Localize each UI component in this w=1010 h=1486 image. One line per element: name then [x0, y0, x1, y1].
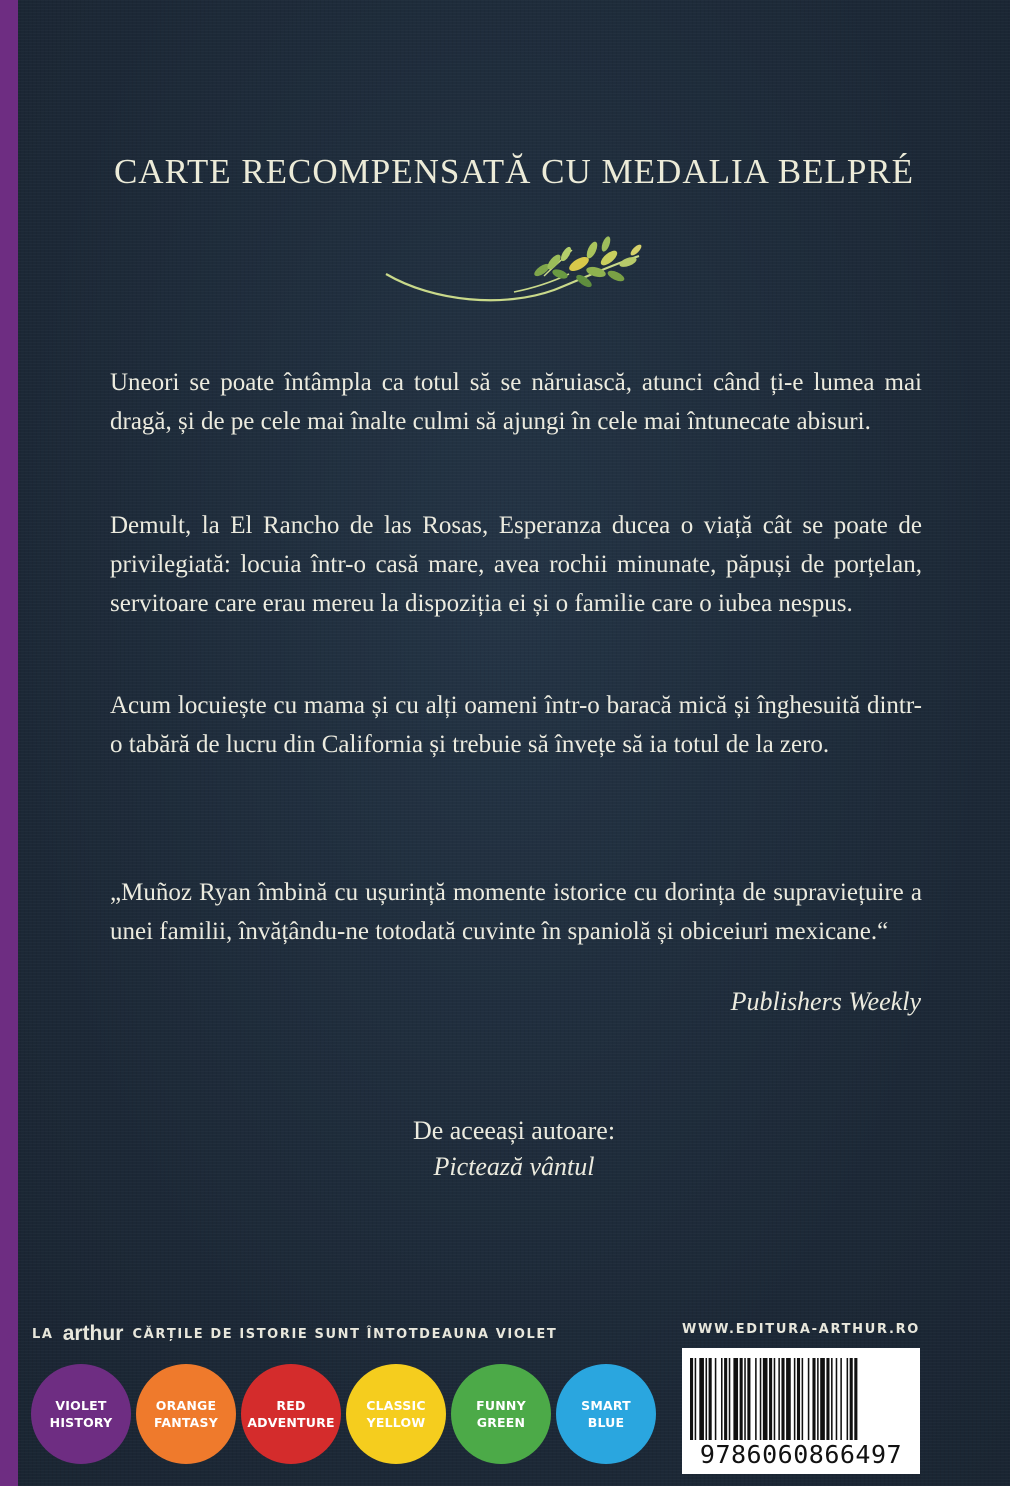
- isbn-number: 9786060866497: [699, 1440, 903, 1469]
- barcode-bar: [794, 1358, 796, 1440]
- series-badge-green: FUNNY GREEN: [451, 1364, 551, 1464]
- barcode-bar: [778, 1358, 780, 1440]
- other-book-title: Pictează vântul: [433, 1152, 595, 1181]
- barcode-bar: [729, 1358, 731, 1440]
- barcode-bar: [808, 1358, 810, 1440]
- barcode-bar: [715, 1358, 717, 1440]
- series-badge-yellow: CLASSIC YELLOW: [346, 1364, 446, 1464]
- series-badge-blue: SMART BLUE: [556, 1364, 656, 1464]
- barcode-bar: [690, 1358, 693, 1440]
- barcode-bar: [781, 1358, 784, 1440]
- review-quote: „Muñoz Ryan îmbină cu ușurință momente istorice cu dorința de supraviețuire a unei familii, învățându-ne totodată cuvinte în spaniolă și obiceiuri mexicane.“: [110, 879, 922, 945]
- publisher-website: WWW.EDITURA-ARTHUR.RO: [682, 1322, 921, 1337]
- publisher-logo: arthur: [62, 1322, 124, 1345]
- barcode-bar: [744, 1358, 746, 1440]
- barcode-bar: [740, 1358, 743, 1440]
- barcode-bar: [763, 1358, 768, 1440]
- barcode-bar: [721, 1358, 723, 1440]
- barcode-bar: [774, 1358, 776, 1440]
- barcode-bar: [747, 1358, 750, 1440]
- series-badge-red: RED ADVENTURE: [241, 1364, 341, 1464]
- olive-branch-icon: [384, 236, 646, 316]
- description-paragraph: Uneori se poate întâmpla ca totul să se năruiască, atunci când ți-e lumea mai dragă, și de pe cele mai înalte culmi să ajungi în cele mai întunecate abisuri.: [110, 369, 922, 435]
- barcode-bar: [847, 1358, 849, 1440]
- barcode-bar: [709, 1358, 712, 1440]
- barcode-bar: [831, 1358, 833, 1440]
- publisher-slogan: [32, 1320, 557, 1344]
- barcode-bar: [706, 1358, 708, 1440]
- spine-strip: [0, 0, 18, 1486]
- barcode-bar: [820, 1358, 825, 1440]
- barcode-icon: [690, 1358, 912, 1440]
- description-paragraph: Demult, la El Rancho de las Rosas, Esperanza ducea o viață cât se poate de privilegiată: locuia într-o casă mare, avea rochii minunate, păpuși de porțelan, servitoare care erau mereu la dispoziția ei și o familie care o iubea nespus.: [110, 512, 922, 617]
- barcode-bar: [817, 1358, 819, 1440]
- barcode-bar: [733, 1358, 738, 1440]
- barcode-bar: [724, 1358, 727, 1440]
- award-heading: CARTE RECOMPENSATĂ CU MEDALIA BELPRÉ: [113, 152, 915, 191]
- barcode-bar: [836, 1358, 838, 1440]
- same-author-label: De aceeași autoare:: [412, 1116, 616, 1145]
- barcode-bar: [695, 1358, 697, 1440]
- barcode-bar: [840, 1358, 842, 1440]
- slogan-text: CĂRȚILE DE ISTORIE SUNT ÎNTOTDEAUNA VIOLET: [132, 1327, 558, 1342]
- description-paragraph: Acum locuiește cu mama și cu alți oameni într-o baracă mică și înghesuită dintr-o tabără de lucru din California și trebuie să învețe să ia totul de la zero.: [110, 692, 922, 758]
- barcode-bar: [769, 1358, 772, 1440]
- barcode-bar: [797, 1358, 800, 1440]
- slogan-prefix: LA: [32, 1327, 54, 1342]
- barcode-bar: [760, 1358, 762, 1440]
- barcode-bar: [699, 1358, 704, 1440]
- barcode-bar: [854, 1358, 857, 1440]
- barcode-bar: [802, 1358, 804, 1440]
- series-badge-orange: ORANGE FANTASY: [136, 1364, 236, 1464]
- barcode-bar: [755, 1358, 757, 1440]
- isbn-barcode: [682, 1348, 920, 1474]
- barcode-bar: [786, 1358, 791, 1440]
- series-badge-violet: VIOLET HISTORY: [31, 1364, 131, 1464]
- review-source: Publishers Weekly: [730, 987, 921, 1016]
- barcode-bar: [826, 1358, 829, 1440]
- barcode-bar: [812, 1358, 815, 1440]
- barcode-bar: [850, 1358, 853, 1440]
